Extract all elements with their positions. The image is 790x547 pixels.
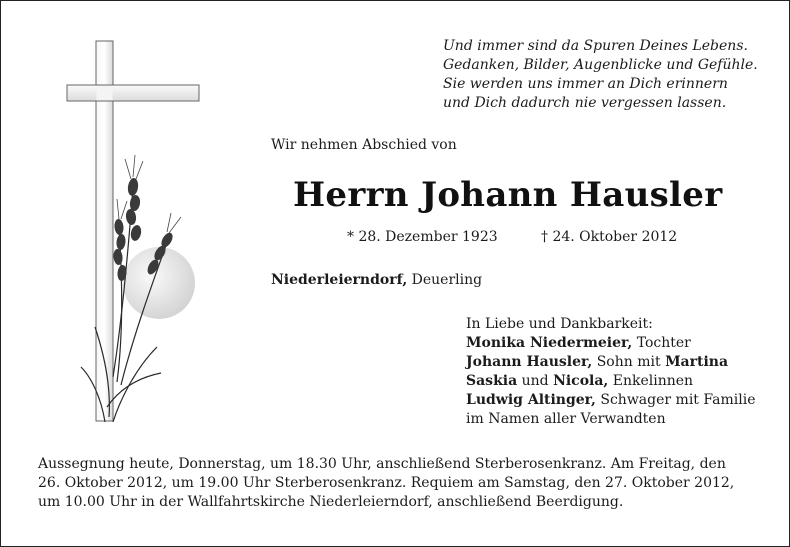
mourner-name: Saskia xyxy=(466,373,518,389)
mourner-connector: und xyxy=(517,373,554,389)
mourner-row xyxy=(466,391,786,410)
poem-line: Gedanken, Bilder, Augenblicke und Gefühle. xyxy=(443,57,758,73)
cross-icon xyxy=(61,37,211,437)
mourners-heading: In Liebe und Dankbarkeit: xyxy=(466,316,653,332)
service-details xyxy=(38,455,758,512)
cross-and-wheat-illustration xyxy=(61,37,211,437)
mourners-list xyxy=(466,315,786,429)
mourner-relation: Sohn mit xyxy=(592,354,666,370)
memorial-poem xyxy=(443,37,778,113)
mourner-row xyxy=(466,372,786,391)
residence-municipality: Deuerling xyxy=(407,272,483,288)
mourner-name: Monika Niedermeier, xyxy=(466,335,633,351)
wheat-awns xyxy=(117,155,181,233)
residence-village: Niederleierndorf, xyxy=(271,272,408,288)
mourner-name: Nicola, xyxy=(553,373,609,389)
mourner-closing: im Namen aller Verwandten xyxy=(466,411,666,427)
mourner-relation: Tochter xyxy=(632,335,691,351)
poem-line: Sie werden uns immer an Dich erinnern xyxy=(443,76,728,92)
death-date: † 24. Oktober 2012 xyxy=(541,229,678,245)
mourner-row xyxy=(466,410,786,429)
mourner-row xyxy=(466,353,786,372)
mourner-name: Ludwig Altinger, xyxy=(466,392,596,408)
poem-line: Und immer sind da Spuren Deines Lebens. xyxy=(443,38,748,54)
service-line: Aussegnung heute, Donnerstag, um 18.30 Uhr, anschließend Sterberosenkranz. Am Freitag, den xyxy=(38,456,726,472)
mourner-name: Martina xyxy=(665,354,729,370)
poem-line: und Dich dadurch nie vergessen lassen. xyxy=(443,95,727,111)
mourner-relation: Enkelinnen xyxy=(608,373,694,389)
farewell-intro: Wir nehmen Abschied von xyxy=(271,137,457,153)
birth-date: * 28. Dezember 1923 xyxy=(347,229,498,245)
mourner-name: Johann Hausler, xyxy=(466,354,593,370)
service-line: 26. Oktober 2012, um 19.00 Uhr Sterberosenkranz. Requiem am Samstag, den 27. Oktober 2012, xyxy=(38,475,735,491)
residence xyxy=(271,272,482,288)
mourner-row xyxy=(466,334,786,353)
service-line: um 10.00 Uhr in der Wallfahrtskirche Niederleierndorf, anschließend Beerdigung. xyxy=(38,494,624,510)
mourner-relation: Schwager mit Familie xyxy=(595,392,756,408)
deceased-name: Herrn Johann Hausler xyxy=(293,175,723,215)
